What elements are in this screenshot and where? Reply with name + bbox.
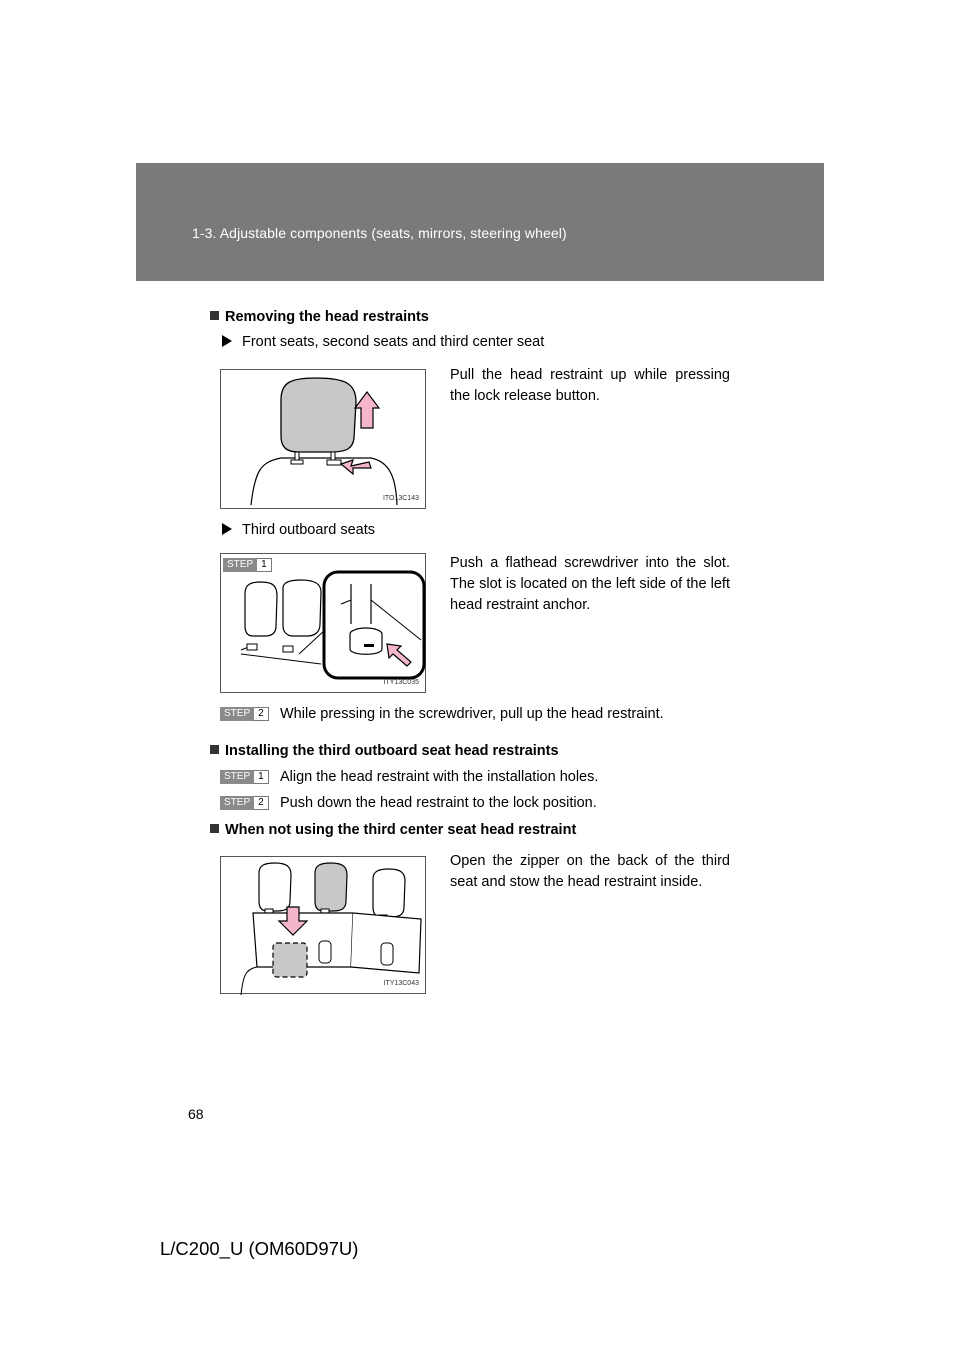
triangle-bullet-icon xyxy=(222,335,232,347)
step-badge-label: STEP xyxy=(220,796,254,810)
figure-code: ITO13C143 xyxy=(382,495,419,502)
section-title-not-using-text: When not using the third center seat head restraint xyxy=(225,822,577,838)
screwdriver-slot-illustration xyxy=(221,554,427,694)
figure-code: ITY13C043 xyxy=(383,980,419,987)
section-title-installing-text: Installing the third outboard seat head restraints xyxy=(225,743,559,759)
step-badge-label: STEP xyxy=(220,770,254,784)
triangle-bullet-icon xyxy=(222,523,232,535)
bullet-front-seats xyxy=(222,334,544,350)
step-badge-label: STEP xyxy=(220,707,254,721)
step-badge-number: 2 xyxy=(254,707,269,721)
document-code: L/C200_U (OM60D97U) xyxy=(160,1238,359,1259)
description-screwdriver: Push a flathead screwdriver into the slot. The slot is located on the left side of the left head restraint anchor. xyxy=(450,555,730,613)
step-badge-number: 1 xyxy=(254,770,269,784)
step-badge xyxy=(220,707,269,721)
figure-code: ITY13C035 xyxy=(383,679,419,686)
step-badge xyxy=(223,558,272,572)
step-badge xyxy=(220,770,269,784)
step-badge-label: STEP xyxy=(223,558,257,572)
step-text-pull-up: While pressing in the screwdriver, pull up the head restraint. xyxy=(280,706,664,722)
bullet-third-outboard-text: Third outboard seats xyxy=(242,522,375,538)
step-text-push-down: Push down the head restraint to the lock position. xyxy=(280,795,597,811)
bullet-front-seats-text: Front seats, second seats and third center seat xyxy=(242,334,545,350)
page-number: 68 xyxy=(188,1106,204,1122)
section-header-title: 1-3. Adjustable components (seats, mirrors, steering wheel) xyxy=(192,225,567,241)
section-title-removing xyxy=(210,309,429,325)
figure-screwdriver-slot xyxy=(220,553,426,693)
step-text-align: Align the head restraint with the installation holes. xyxy=(280,769,599,785)
square-bullet-icon xyxy=(210,824,219,833)
square-bullet-icon xyxy=(210,745,219,754)
head-restraint-illustration xyxy=(221,370,427,510)
bullet-third-outboard xyxy=(222,522,375,538)
section-title-not-using xyxy=(210,822,576,838)
section-title-installing xyxy=(210,743,559,759)
section-title-removing-text: Removing the head restraints xyxy=(225,309,429,325)
header-band xyxy=(136,163,824,281)
figure-stow-head-restraint xyxy=(220,856,426,994)
step-badge xyxy=(220,796,269,810)
step-badge-number: 1 xyxy=(257,558,272,572)
figure-front-head-restraint xyxy=(220,369,426,509)
stow-head-restraint-illustration xyxy=(221,857,427,995)
square-bullet-icon xyxy=(210,311,219,320)
description-stow: Open the zipper on the back of the third seat and stow the head restraint inside. xyxy=(450,853,730,890)
step-badge-number: 2 xyxy=(254,796,269,810)
description-pull-head-restraint: Pull the head restraint up while pressing the lock release button. xyxy=(450,367,730,404)
